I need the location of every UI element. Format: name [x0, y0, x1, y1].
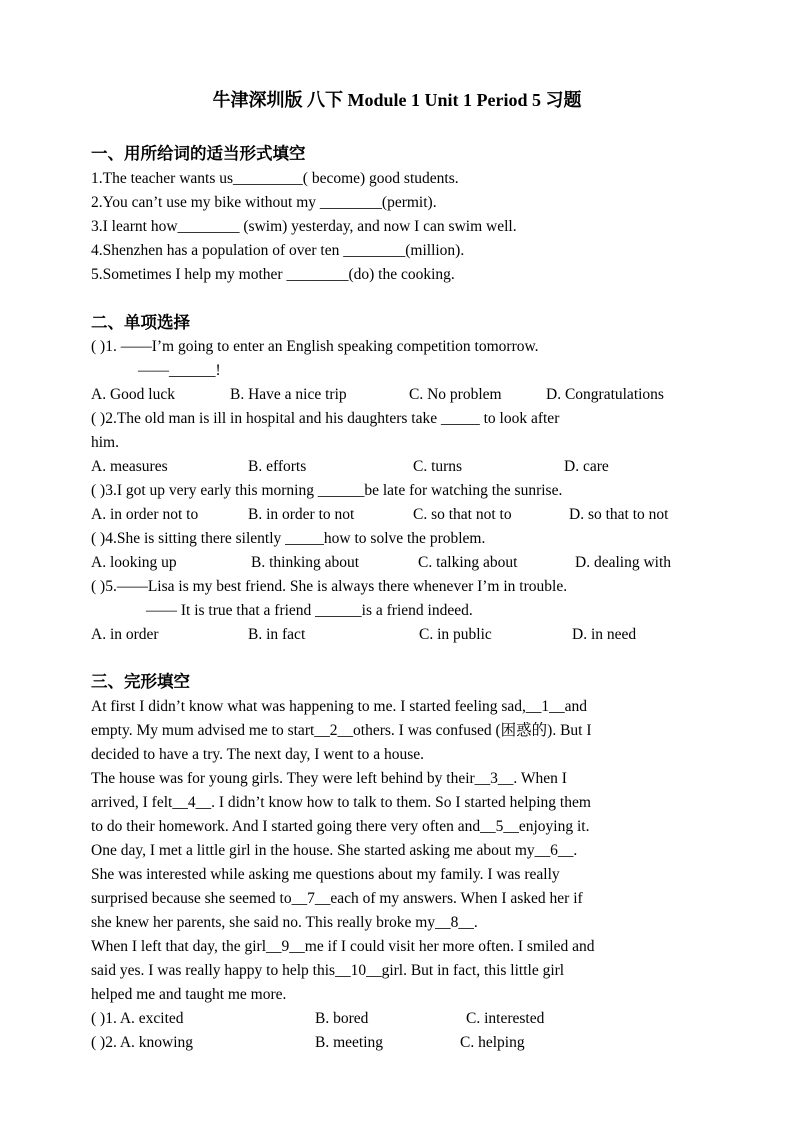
cloze-choice-2-a: ( )2. A. knowing: [91, 1034, 194, 1051]
passage-line-6: to do their homework. And I started going there very often and__5__enjoying it.: [91, 818, 590, 835]
mc-q2-option-b: B. efforts: [248, 458, 307, 475]
mc-q4-option-c: C. talking about: [418, 554, 518, 571]
mc-q2-options: [91, 455, 703, 479]
page-title: 牛津深圳版 八下 Module 1 Unit 1 Period 5 习题: [212, 90, 582, 110]
mc-q5-option-d: D. in need: [572, 626, 637, 643]
passage-line-3: decided to have a try. The next day, I went to a house.: [91, 746, 424, 763]
mc-q2-option-c: C. turns: [413, 458, 463, 475]
section3-heading: 三、完形填空: [91, 672, 190, 691]
mc-q2-option-a: A. measures: [91, 458, 168, 475]
cloze-choice-2-b: B. meeting: [315, 1034, 384, 1051]
mc-q5-stem: ( )5.——Lisa is my best friend. She is always there whenever I’m in trouble.: [91, 578, 568, 595]
cloze-choice-1: [91, 1007, 703, 1031]
passage-line-12: said yes. I was really happy to help this__10__girl. But in fact, this little girl: [91, 962, 565, 979]
mc-q1-response: ——______!: [138, 362, 221, 379]
section2-heading: 二、单项选择: [91, 313, 190, 332]
mc-q3-option-d: D. so that to not: [569, 506, 669, 523]
section1-heading: 一、用所给词的适当形式填空: [91, 144, 306, 163]
fill-item-3: 3.I learnt how________ (swim) yesterday, and now I can swim well.: [91, 218, 517, 235]
passage-line-11: When I left that day, the girl__9__me if I could visit her more often. I smiled and: [91, 938, 595, 955]
passage-line-13: helped me and taught me more.: [91, 986, 287, 1003]
cloze-choice-2-c: C. helping: [460, 1034, 525, 1051]
mc-q1-option-b: B. Have a nice trip: [230, 386, 347, 403]
mc-q1-stem: ( )1. ——I’m going to enter an English speaking competition tomorrow.: [91, 338, 539, 355]
mc-q5-option-c: C. in public: [419, 626, 492, 643]
cloze-choice-1-b: B. bored: [315, 1010, 369, 1027]
passage-line-5: arrived, I felt__4__. I didn’t know how to talk to them. So I started helping them: [91, 794, 591, 811]
passage-line-1: At first I didn’t know what was happening to me. I started feeling sad,__1__and: [91, 698, 588, 715]
mc-q5-options: [91, 623, 703, 647]
mc-q1-option-d: D. Congratulations: [546, 386, 664, 403]
passage-line-2: empty. My mum advised me to start__2__others. I was confused (困惑的). But I: [91, 722, 592, 739]
fill-item-1: 1.The teacher wants us_________( become) good students.: [91, 170, 459, 187]
mc-q5-option-b: B. in fact: [248, 626, 306, 643]
mc-q3-options: [91, 503, 703, 527]
passage-line-4: The house was for young girls. They were left behind by their__3__. When I: [91, 770, 567, 787]
mc-q2-option-d: D. care: [564, 458, 609, 475]
mc-q3-stem: ( )3.I got up very early this morning ______be late for watching the sunrise.: [91, 482, 563, 499]
mc-q4-stem: ( )4.She is sitting there silently _____how to solve the problem.: [91, 530, 486, 547]
mc-q4-option-a: A. looking up: [91, 554, 177, 571]
passage-line-8: She was interested while asking me questions about my family. I was really: [91, 866, 560, 883]
mc-q2-stem-cont: him.: [91, 434, 119, 451]
mc-q5-response: —— It is true that a friend ______is a friend indeed.: [146, 602, 473, 619]
fill-item-5: 5.Sometimes I help my mother ________(do) the cooking.: [91, 266, 455, 283]
mc-q1-option-c: C. No problem: [409, 386, 502, 403]
mc-q3-option-b: B. in order to not: [248, 506, 355, 523]
mc-q4-options: [91, 551, 703, 575]
cloze-choice-2: [91, 1031, 703, 1055]
passage-line-9: surprised because she seemed to__7__each of my answers. When I asked her if: [91, 890, 583, 907]
mc-q1-options: [91, 383, 703, 407]
mc-q4-option-d: D. dealing with: [575, 554, 671, 571]
cloze-choice-1-a: ( )1. A. excited: [91, 1010, 184, 1027]
cloze-choice-1-c: C. interested: [466, 1010, 545, 1027]
mc-q2-stem: ( )2.The old man is ill in hospital and his daughters take _____ to look after: [91, 410, 560, 427]
mc-q4-option-b: B. thinking about: [251, 554, 360, 571]
mc-q1-option-a: A. Good luck: [91, 386, 175, 403]
mc-q5-option-a: A. in order: [91, 626, 159, 643]
passage-line-7: One day, I met a little girl in the house. She started asking me about my__6__.: [91, 842, 578, 859]
mc-q3-option-a: A. in order not to: [91, 506, 199, 523]
passage-line-10: she knew her parents, she said no. This really broke my__8__.: [91, 914, 478, 931]
fill-item-4: 4.Shenzhen has a population of over ten ________(million).: [91, 242, 465, 259]
fill-item-2: 2.You can’t use my bike without my ________(permit).: [91, 194, 437, 211]
mc-q3-option-c: C. so that not to: [413, 506, 512, 523]
